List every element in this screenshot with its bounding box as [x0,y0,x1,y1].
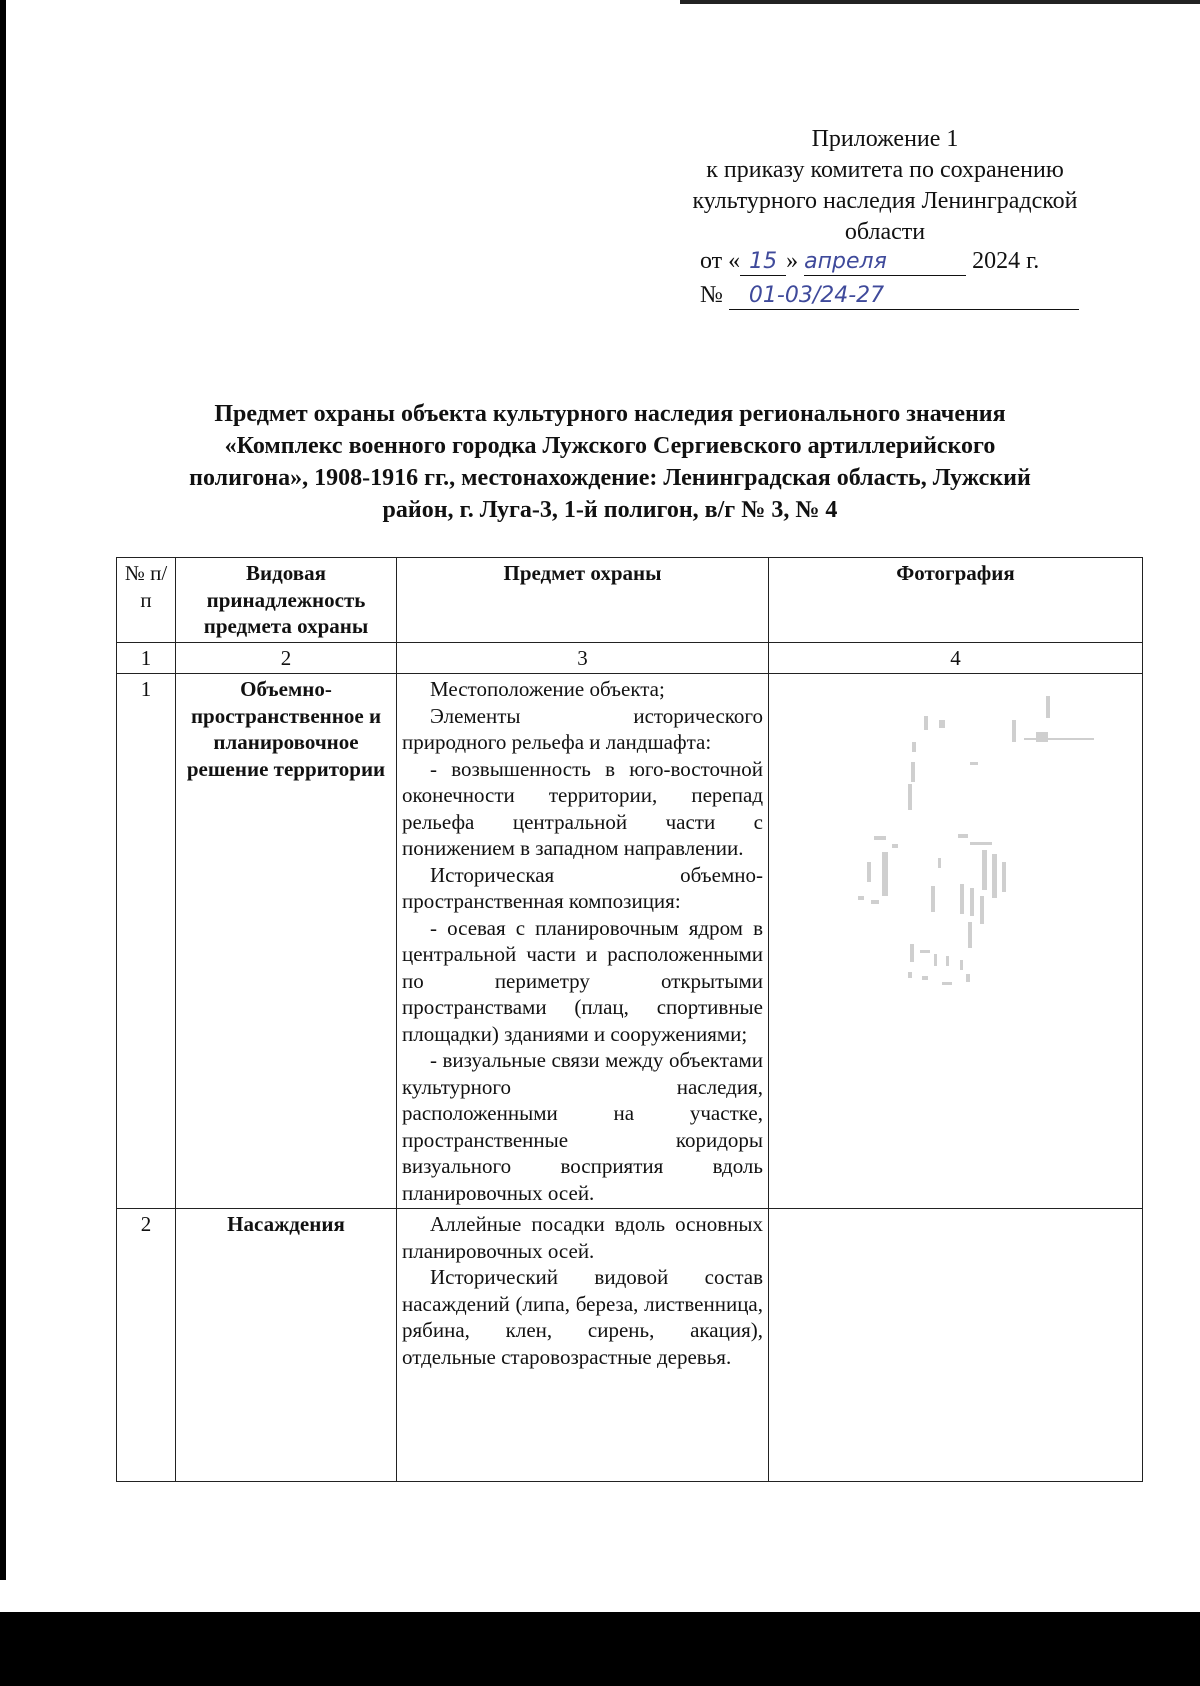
header-num: № п/п [117,558,176,643]
date-year: 2024 г. [972,248,1040,274]
subject-paragraph: - возвышенность в юго-восточной оконечности территории, перепад рельефа центральной части с понижением в западном направлении. [402,756,763,860]
subject-paragraph: - визуальные связи между объектами культурного наследия, расположенными на участке, пространственные коридоры визуального восприятия вдоль планировочных осей. [402,1048,763,1205]
header-type: Видовая принадлежность предмета охраны [176,558,397,643]
header-subject: Предмет охраны [397,558,769,643]
title-line: полигона», 1908-1916 гг., местонахождение: Ленинградская область, Лужский [189,465,1031,491]
column-number: 2 [176,642,397,674]
row-type: Насаждения [176,1209,397,1482]
column-number: 3 [397,642,769,674]
row-number: 2 [117,1209,176,1482]
header-photo: Фотография [769,558,1143,643]
table-row [117,674,1143,1209]
title-line: район, г. Луга-3, 1-й полигон, в/г № 3, № 4 [382,497,838,523]
row-subject [397,1209,769,1482]
row-photo-cell [769,1209,1143,1482]
order-number [700,282,1090,310]
document-title [110,398,1110,526]
appendix-line: Приложение 1 [811,126,959,152]
column-number: 1 [117,642,176,674]
row-photo-cell [769,674,1143,1209]
subject-paragraph: Элементы исторического природного рельефа и ландшафта: [402,703,763,754]
date-prefix: от « [700,248,741,274]
subject-paragraph: Исторический видовой состав насаждений (липа, береза, лиственница, рябина, клен, сирень, акация), отдельные старовозрастные деревья. [402,1265,763,1369]
row-number: 1 [117,674,176,1209]
subject-paragraph: - осевая с планировочным ядром в центральной части и расположенными по периметру открытыми пространствами (плац, спортивные площадки) зданиями и сооружениями; [402,915,763,1046]
column-number: 4 [769,642,1143,674]
site-plan-image [774,676,1137,1006]
date-day-handwritten: 15 [740,249,786,276]
order-date [700,248,1090,276]
appendix-line: культурного наследия Ленинградской [692,188,1078,214]
appendix-line: к приказу комитета по сохранению [706,157,1064,183]
subject-paragraph: Аллейные посадки вдоль основных планировочных осей. [402,1212,763,1263]
title-line: Предмет охраны объекта культурного наследия регионального значения [214,401,1006,427]
row-subject [397,674,769,1209]
table-header-row [117,558,1143,643]
row-type: Объемно-пространственное и планировочное решение территории [176,674,397,1209]
number-label: № [700,282,723,308]
protection-subject-table [116,557,1143,1482]
scan-edge-left [0,0,6,1580]
subject-paragraph: Историческая объемно-пространственная композиция: [402,862,763,913]
date-month-handwritten: апреля [804,249,966,276]
appendix-line: области [844,219,926,245]
column-numbers-row [117,642,1143,674]
title-line: «Комплекс военного городка Лужского Сергиевского артиллерийского [224,433,996,459]
number-handwritten: 01-03/24-27 [729,283,1079,310]
scan-edge-bottom [0,1612,1200,1686]
appendix-header [640,124,1130,248]
date-mid: » [786,248,799,274]
subject-paragraph: Местоположение объекта; [430,677,665,701]
table-row [117,1209,1143,1482]
scan-edge-top [680,0,1200,4]
